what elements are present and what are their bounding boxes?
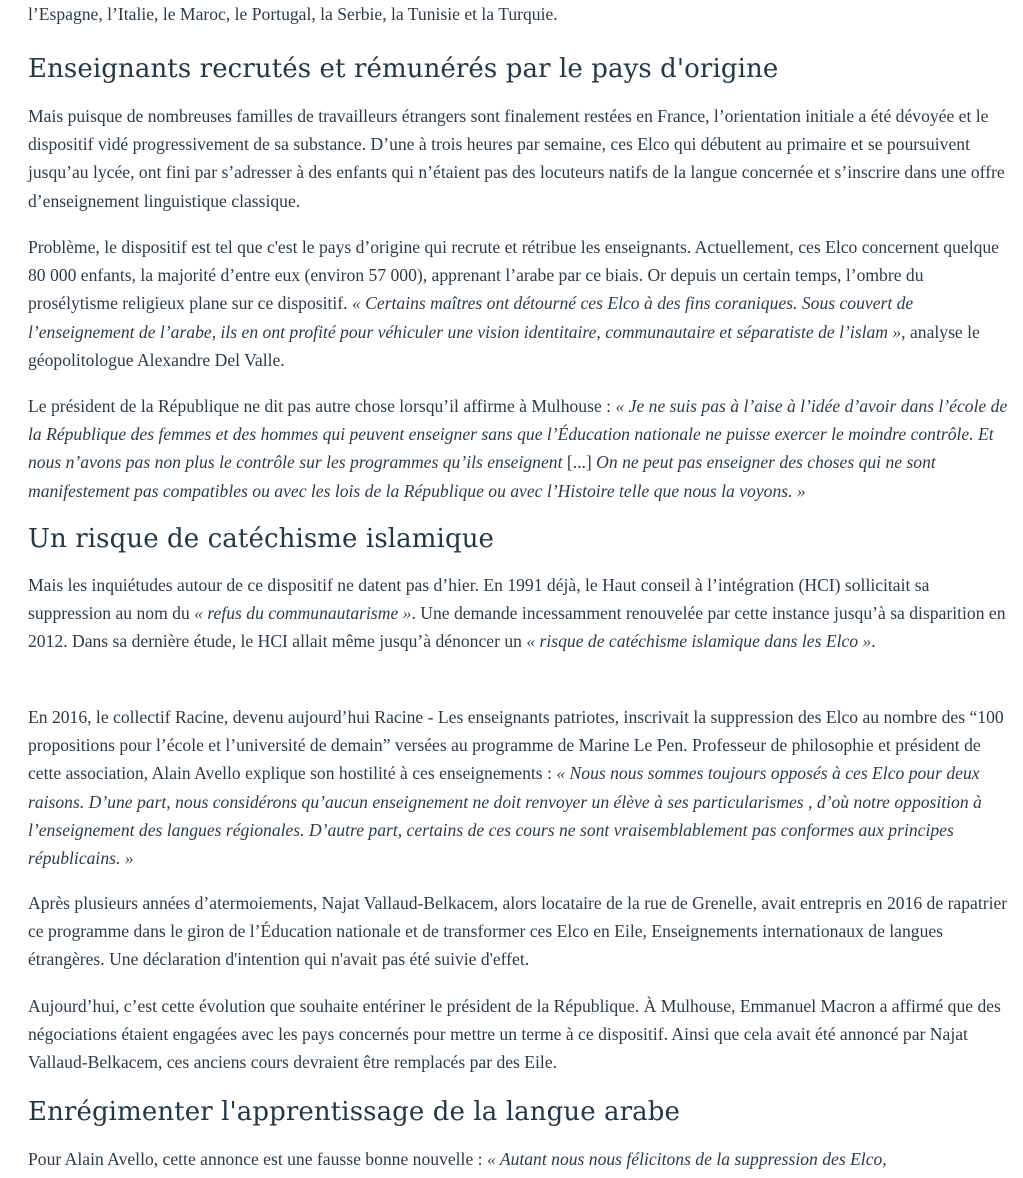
paragraph bbox=[28, 992, 1008, 1077]
paragraph-text: Mais puisque de nombreuses familles de travailleurs étrangers sont finalement restées en France, l’orientation initiale a été dévoyée et le dispositif vidé progressivement de sa substance. D’une à trois heures par semaine, ces Elco qui débutent au primaire et se poursuivent jusqu’au lycée, ont fini par s’adresser à des enfants qui n’étaient pas des locuteurs natifs de la langue concernée et s’inscrire dans une offre d’enseignement linguistique classique. bbox=[28, 106, 1005, 211]
paragraph-text: . Une demande incessamment renouvelée par cette instance jusqu’à sa disparition en 2012. Dans sa dernière étude, le HCI allait même jusqu’à dénoncer un bbox=[28, 603, 1006, 652]
paragraph bbox=[28, 392, 1008, 505]
quote-text: On ne peut pas enseigner des choses qui ne sont manifestement pas compatibles ou avec les lois de la République ou avec l’Histoire telle que nous la voyons. » bbox=[28, 452, 936, 501]
ellipsis-text: [...] bbox=[566, 452, 592, 473]
section-heading-enregimenter: Enrégimenter l'apprentissage de la langue arabe bbox=[28, 1097, 681, 1127]
paragraph-text: Le président de la République ne dit pas autre chose lorsqu’il affirme à Mulhouse : bbox=[28, 396, 616, 416]
paragraph bbox=[28, 703, 1008, 872]
paragraph-text: Pour Alain Avello, cette annonce est une fausse bonne nouvelle : bbox=[28, 1149, 487, 1169]
section-heading-risque: Un risque de catéchisme islamique bbox=[28, 524, 495, 554]
paragraph-text: Après plusieurs années d’atermoiements, Najat Vallaud-Belkacem, alors locataire de la rue de Grenelle, avait entrepris en 2016 de rapatrier ce programme dans le giron de l’Éducation nationale et de transformer ces Elco en Eile, Enseignements internationaux de langues étrangères. Une déclaration d'intention qui n'avait pas été suivie d'effet. bbox=[28, 893, 1008, 970]
paragraph-text: . bbox=[871, 631, 876, 652]
paragraph bbox=[28, 102, 1008, 215]
paragraph-text: Aujourd’hui, c’est cette évolution que souhaite entériner le président de la République. À Mulhouse, Emmanuel Macron a affirmé que des négociations étaient engagées avec les pays concernés pour mettre un terme à ce dispositif. Ainsi que cela avait été annoncé par Najat Vallaud-Belkacem, ces anciens cours devraient être remplacés par des Eile. bbox=[28, 996, 1001, 1073]
paragraph-text: En 2016, le collectif Racine, devenu aujourd’hui Racine - Les enseignants patriotes, inscrivait la suppression des Elco au nombre des “100 propositions pour l’école et l’université de demain” versées au programme de Marine Le Pen. Professeur de philosophie et président de cette association, Alain Avello explique son hostilité à ces enseignements : bbox=[28, 707, 1004, 784]
paragraph-text: Mais les inquiétudes autour de ce dispositif ne datent pas d’hier. En 1991 déjà, le Haut conseil à l’intégration (HCI) sollicitait sa suppression au nom du bbox=[28, 575, 930, 624]
lead-paragraph-tail bbox=[28, 0, 1008, 28]
paragraph bbox=[28, 889, 1008, 974]
paragraph-text: Problème, le dispositif est tel que c'est le pays d’origine qui recrute et rétribue les enseignants. Actuellement, ces Elco concernent quelque 80 000 enfants, la majorité d’entre eux (environ 57 000), apprenant l’arabe par ce biais. Or depuis un certain temps, l’ombre du prosélytisme religieux plane sur ce dispositif. bbox=[28, 237, 999, 314]
quote-text: « Je ne suis pas à l’aise à l’idée d’avoir dans l’école de la République des femmes et des hommes qui peuvent enseigner sans que l’Éducation nationale ne puisse exercer le moindre contrôle. Et nous n’avons pas non plus le contrôle sur les programmes qu’ils enseignent bbox=[28, 396, 1008, 473]
paragraph-text: l’Espagne, l’Italie, le Maroc, le Portugal, la Serbie, la Tunisie et la Turquie. bbox=[28, 4, 558, 24]
paragraph bbox=[28, 1145, 1008, 1173]
paragraph bbox=[28, 571, 1008, 656]
quote-text: « Nous nous sommes toujours opposés à ces Elco pour deux raisons. D’une part, nous considérons qu’aucun enseignement ne doit renvoyer un élève à ses particularismes , d’où notre opposition à l’enseignement des langues régionales. D’autre part, certains de ces cours ne sont vraisemblablement pas conformes aux principes républicains. » bbox=[28, 763, 982, 869]
paragraph-text: , analyse le géopolitologue Alexandre Del Valle. bbox=[28, 321, 980, 370]
quote-text: « risque de catéchisme islamique dans les Elco » bbox=[526, 631, 872, 652]
section-heading-enseignants: Enseignants recrutés et rémunérés par le pays d'origine bbox=[28, 54, 779, 84]
quote-text: « Certains maîtres ont détourné ces Elco à des fins coraniques. Sous couvert de l’enseignement de l’arabe, ils en ont profité pour véhiculer une vision identitaire, communautaire et séparatiste de l’islam » bbox=[28, 293, 914, 342]
paragraph bbox=[28, 233, 1008, 374]
quote-text: « Autant nous nous félicitons de la suppression des Elco, bbox=[486, 1149, 887, 1169]
quote-text: « refus du communautarisme » bbox=[194, 603, 412, 624]
